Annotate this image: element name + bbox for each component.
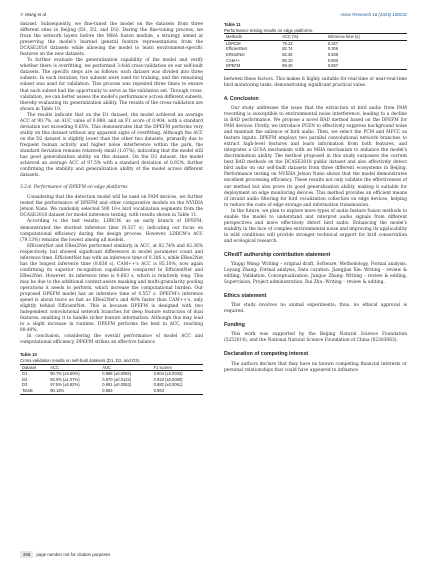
table-cell: 90.7% (±0.60%) [50,371,80,377]
table-header-cell: Methods [226,34,242,40]
table-cell: CAM++ [226,57,240,63]
table11-caption-text: Performance testing results on edge platforms. [224,27,314,33]
table-row [20,388,203,394]
table-cell: Totals [22,388,33,393]
table-cell: D1 [22,371,28,377]
table-cell: 0.970 (±0.0123) [102,376,132,382]
body-paragraph: To further evaluate the generalization capability of the model and verify whether there is overfitting, we performed 3-fold cross-validation on our self-built datasets. The specific steps are as follows: each dataset was divided into three subsets. In each iteration, two subsets were used for training, and the remaining subset was used for validation. This process was repeated three times to ensure that each subset had the opportunity to serve as the validation set. Through cross-validation, we can better assess the model's performance across different subsets, thereby evaluating its generalization ability. The results of the cross-validation are shown in Table 10. [20,58,203,112]
running-head-authors: Y. Wang et al. [20,12,48,17]
table-cell: DPEFM [226,63,241,69]
table-cell: EfficientNet [226,46,247,52]
table-header-row [20,364,203,371]
table-header-cell: ACC [50,364,59,370]
table-cell: 0.963 [153,388,164,393]
body-paragraph: In conclusion, considering the overall performance of model ACC and computational efficiency, DPEFM strikes an effective balance [20,334,203,346]
table10-label: Table 10 [20,352,37,358]
section-heading-credit: CRediT authorship contribution statement [224,251,331,258]
section-heading-competing-interest: Declaration of competing interest [224,351,309,358]
table-cell: 0.327 [327,40,339,46]
body-paragraph: dataset. Subsequently, we fine-tuned the model on the datasets from three different sites in Beijing (D1, D2, and D3). During the fine-tuning process, we froze the network layers before the MHA fusion module, a strategy aimed at preserving the model's learned general feature representations from the DCASE2018 datasets while allowing the model to learn environment-specific features on the new datasets. [20,22,203,58]
body-paragraph: According to the test results, LDRCM, as an early branch of DPEFM, demonstrated the shortest inference time (0.327 s), indicating our focus on computational efficiency during the design process. However, LDRCM's ACC (79.13%) remains the lowest among all models. [20,219,203,243]
table-cell: 89.40 [282,63,293,69]
running-head [20,12,407,20]
footer-note: page number not for citation purposes [36,552,111,557]
table-cell: 97.5% (±0.92%) [50,382,80,388]
table-header-cell: AUC [102,364,111,370]
body-paragraph: between these factors. This makes it highly suitable for real-time or near-real-time bird monitoring tasks, demonstrating significant practical value. [224,76,407,88]
table-cell: 0.923 (±0.0060) [153,376,183,382]
table-row [224,63,407,69]
body-paragraph: Considering that the detection model will be used on PAM devices, we further tested the performance of DPEFM and other comparative models on the NVIDIA Jetson Nano. We randomly selected 500 10-s bird vocalization segments from the DCASE2018 dataset for model inference testing, with results shown in Table 11. [20,195,203,219]
table-cell: 90.13% [50,388,65,393]
section-heading-ethics: Ethics statement [224,293,267,300]
body-paragraph: Our study addresses the issue that the extraction of bird audio from PAM recording is susceptible to environmental noise interference, leading to a decline in BAD performance. We propose a novel BAD method based on the DPEFM for PAM devices. Firstly, we introduce PCEN to effectively suppress background noise and maintain the salience of bird audio. Then, we select the PCM and MFCC as feature inputs. DPEFM employs two parallel convolutional network branches to extract high-level features and learn information from both features, and integrates a GCSA mechanism with an MHA mechanism to enhance the model's discrimination ability. The method proposed in this study surpasses the current best BAD methods on the DCASE2018 public dataset and also effectively detect bird audio on our self-built datasets from three different ecosystems in Beijing. Performance testing on NVIDIA Jetson Nano shows that the model demonstrates excellent processing efficiency. These results not only validate the effectiveness of our method but also prove its good generalization ability, making it suitable for deployment on edge monitoring devices. This method provides an efficient means of invalid audio filtering for bird vocalization collection on edge devices, helping to reduce the costs of edge storage and information transmission. [224,105,407,208]
table-cell: D2 [22,376,28,382]
table-header-cell: ACC (%) [282,34,299,40]
table-header-cell: Inference time (s) [327,34,360,40]
table-cell: LDRCM [226,40,241,46]
table-cell: ERes2Net [226,51,245,57]
right-column [224,22,407,374]
table-cell: 0.988 (±0.0082) [102,371,132,377]
table-cell: 79.13 [282,40,293,46]
table10-caption-text: Cross-validation results on self-built datasets (D1, D2, and D3). [20,358,141,364]
table-cell: 0.904 (±0.0033) [153,371,183,377]
section-heading-funding: Funding [224,322,245,329]
body-paragraph: In the future, we plan to explore more types of audio feature fusion methods to enable the model to understand and interpret audio signals from different perspectives and more effectively detect bird audio. Enhancing the model's stability in the face of complex environmental noise and improving its applicability in wild conditions will provide stronger technical support for bird conservation and ecological research. [224,208,407,244]
table-header-cell: F1 scores [153,364,172,370]
running-head-journal: Avian Research 16 (2025) 100232 [340,12,407,17]
body-paragraph: EfficientNet and ERes2Net performed similarly in ACC, at 82.74% and 82.36% respectively, but showed significant differences in model parameter count and inference time. EfficientNet has with an inference time of 0.306 s, while ERes2Net has the longest inference time (0.838 s). CAM++'s ACC is 85.10%, now again confirming its superior recognition capabilities compared to EfficientNet and ERes2Net. However, its inference time is 0.603 s, which is relatively long. This may be due to the additional context-aware masking and multi-granularity pooling operations it needs to perform, which increase the computational burden. Our proposed DPEFM model has an inference time of 0.557 s. DPEFM's inference speed is about twice as fast as ERes2Net's and 40% faster than CAM++'s, only slightly behind EfficientNet. This is because DPEFM is designed with two independent convolutional network branches for deep feature extraction of dual features, enabling it to handle richer feature information. Although this may lead to a slight increase in runtime, DPEFM performs the best in ACC, reaching 89.40%. [20,243,203,334]
table10 [20,364,203,395]
table-header-cell: Dataset [22,364,37,370]
page-number: 206 [20,551,33,558]
table-cell: 82.36 [282,51,293,57]
page-footer [20,550,110,559]
table-cell: 0.982 (±0.0061) [153,382,183,388]
table-cell: 85.10 [282,57,293,63]
table-cell: 0.557 [327,63,339,69]
table-cell: 0.983 [102,388,113,393]
table11-caption [224,22,407,33]
table-cell: 0.838 [327,51,339,57]
table-cell: 82.74 [282,46,293,52]
table-cell: 0.603 [327,57,339,63]
left-column [20,22,203,395]
table-header-row [224,34,407,41]
table-cell: 0.306 [327,46,339,52]
table-cell: D3 [22,382,28,388]
subsection-heading: 3.2.4. Performance of DPEFM on edge platforms [20,185,128,191]
table11-label: Table 11 [224,22,241,27]
body-paragraph: The results indicate that on the D1 dataset, the model achieved an average ACC of 90.7%, an AUC value of 0.988, and an F1 score of 0.904, with a standard deviation not exceeding 0.65%. This demonstrates that the DPEFM performs very stably on this dataset without any apparent signs of overfitting. Although the ACC on the D2 dataset is slightly lower than the other two datasets, primarily due to frequent human activity and higher noise interference within the park, the standard deviation remains relatively small (1.07%), indicating that the model still has good generalization ability on this dataset. On the D3 dataset, the model achieved an average ACC of 97.5% with a standard deviation of 0.92%, further confirming the stability and generalization ability of the model across different datasets. [20,112,203,179]
table11 [224,33,407,70]
table-cell: 0.991 (±0.0063) [102,382,132,388]
body-paragraph: This study involves no animal experiments; thus, no ethical approval is required. [224,303,407,315]
body-paragraph: Yingqi Wang: Writing – original draft, Software, Methodology, Formal analysis. Luyang Zhang: Formal analysis, Data curation. Jiangjian Xie: Writing – review & editing, Validation, Conceptualization. Junguo Zhang: Writing – review & editing, Supervision, Project administration. Rui Zhu: Writing – review & editing. [224,262,407,286]
table10-caption [20,352,203,363]
body-paragraph: The authors declare that they have no known competing financial interests or personal relationships that could have appeared to influence [224,361,407,373]
table-cell: 92.0% (±1.07%) [50,376,80,382]
section-heading-conclusion: 4. Conclusion [224,95,259,102]
body-paragraph: This work was supported by the Beijing Natural Science Foundation (5252014), and the National Natural Science Foundation of China (62303063). [224,332,407,344]
